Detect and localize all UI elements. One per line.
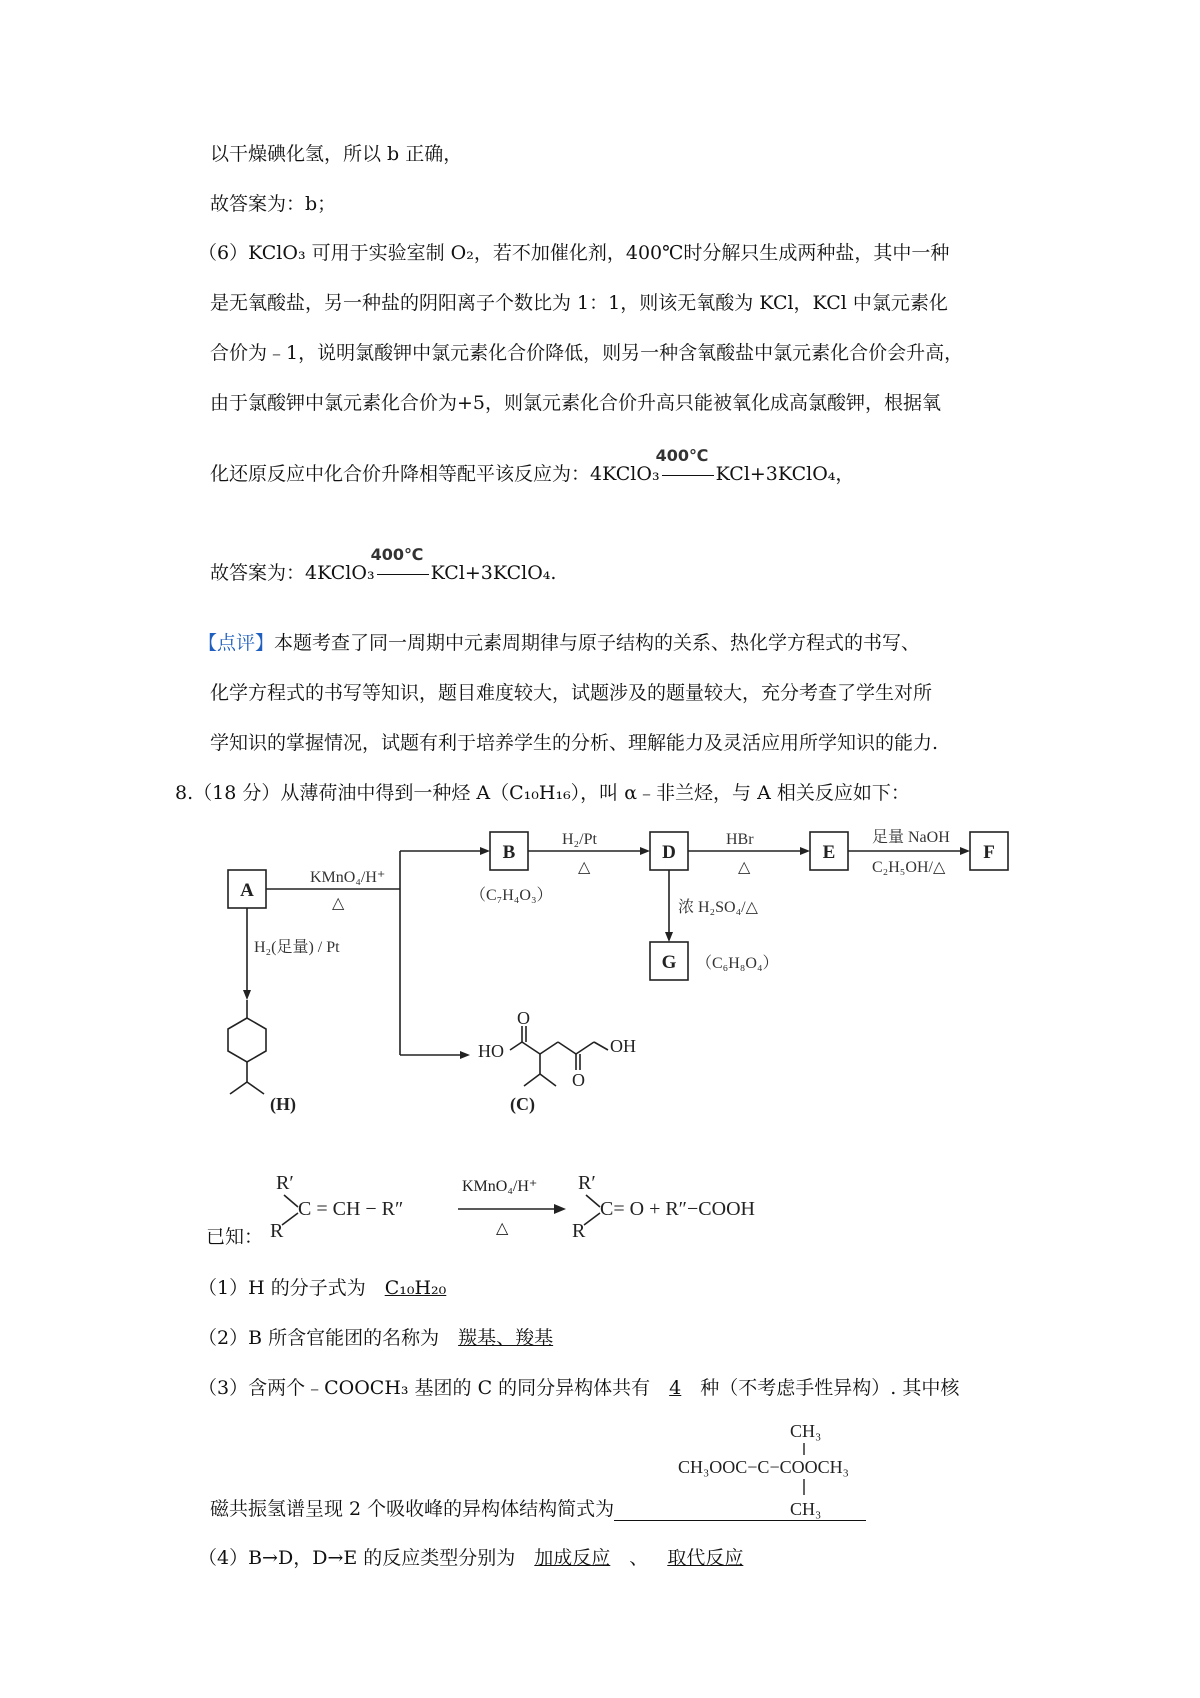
comment-line: 学知识的掌握情况，试题有利于培养学生的分析、理解能力及灵活应用所学知识的能力. (210, 732, 939, 754)
comment-text: 本题考查了同一周期中元素周期律与原子结构的关系、热化学方程式的书写、 (274, 632, 921, 654)
answer-3 (198, 1377, 959, 1400)
answer-3-value: 4 (669, 1377, 682, 1399)
answer-2 (198, 1327, 572, 1350)
answer-line (210, 544, 557, 585)
reaction-scheme (200, 820, 1050, 1150)
condition-A-heat: △ (332, 895, 345, 912)
label-H: (H) (270, 1094, 296, 1114)
answer-4 (198, 1547, 762, 1570)
reaction-condition: 400℃ (655, 445, 709, 465)
alkene-group: C = CH − R″ (298, 1198, 404, 1220)
group-HO: HO (478, 1041, 504, 1061)
answer-blank (614, 1520, 866, 1521)
answer-3-prompt2: 磁共振氢谱呈现 2 个吸收峰的异构体结构简式为 (210, 1498, 615, 1520)
label-C: (C) (510, 1094, 535, 1114)
condition-BD-heat: △ (578, 859, 591, 876)
answer-4-value-2: 取代反应 (667, 1547, 744, 1569)
substituent-R: R (572, 1220, 586, 1242)
comment-tag: 【点评】 (198, 632, 275, 654)
substituent-R1: R′ (578, 1172, 596, 1194)
product-group: C= O + R″−COOH (600, 1198, 755, 1220)
compound-B: B (502, 842, 516, 863)
answer-4-value-1: 加成反应 (534, 1547, 611, 1569)
compound-E: E (822, 842, 836, 863)
equation-lhs: 故答案为：4KClO₃ (210, 562, 375, 584)
isomer-bottom-methyl: CH₃ (790, 1499, 822, 1519)
compound-F: F (983, 842, 995, 863)
substituent-R: R (270, 1220, 284, 1242)
answer-1-value: C₁₀H₂₀ (384, 1277, 447, 1299)
condition-DG: 浓 H₂SO₄/△ (678, 899, 758, 916)
comment-line (198, 632, 920, 655)
formula-G: （C₆H₈O₄） (696, 955, 779, 972)
question-title: 8.（18 分）从薄荷油中得到一种烃 A（C₁₀H₁₆），叫 α﹣非兰烃，与 A 相关反应如下： (175, 782, 910, 804)
group-OH: OH (610, 1036, 636, 1056)
equation-lhs: 化还原反应中化合价升降相等配平该反应为：4KClO₃ (210, 463, 660, 485)
known-condition: KMnO₄/H⁺ (462, 1178, 538, 1195)
equation-line (210, 445, 855, 486)
compound-D: D (662, 842, 676, 863)
known-condition-heat: △ (496, 1220, 509, 1237)
equation-rhs: KCl+3KClO₄. (430, 562, 557, 584)
reaction-arrow (370, 544, 429, 575)
condition-EF: 足量 NaOH (872, 829, 950, 846)
text-line: 故答案为：b； (210, 193, 337, 215)
text-line: 是无氧酸盐，另一种盐的阴阳离子个数比为 1：1，则该无氧酸为 KCl，KCl 中氯元素化 (210, 292, 948, 314)
isomer-main-chain: CH₃OOC−C−COOCH₃ (678, 1457, 849, 1477)
text-line: （6）KClO₃ 可用于实验室制 O₂，若不加催化剂，400℃时分解只生成两种盐，其中一种 (198, 242, 950, 264)
compound-A: A (240, 880, 254, 901)
comment-line: 化学方程式的书写等知识，题目难度较大，试题涉及的题量较大，充分考查了学生对所 (210, 682, 933, 704)
answer-4-separator: 、 (629, 1547, 649, 1569)
reaction-condition: 400℃ (370, 544, 424, 564)
condition-EF-2: C₂H₅OH/△ (872, 859, 946, 876)
answer-4-prompt: （4）B→D，D→E 的反应类型分别为 (198, 1547, 516, 1569)
text-line: 由于氯酸钾中氯元素化合价为+5，则氯元素化合价升高只能被氧化成高氯酸钾，根据氧 (210, 392, 942, 414)
substituent-R1: R′ (276, 1172, 294, 1194)
known-label: 已知： (206, 1226, 264, 1248)
text-line: 合价为﹣1，说明氯酸钾中氯元素化合价降低，则另一种含氧酸盐中氯元素化合价会升高， (210, 342, 964, 364)
reaction-arrow (655, 445, 714, 476)
condition-DE: HBr (726, 831, 754, 848)
answer-2-prompt: （2）B 所含官能团的名称为 (198, 1327, 440, 1349)
answer-3-suffix: 种（不考虑手性异构）. 其中核 (700, 1377, 960, 1399)
answer-3-prompt: （3）含两个﹣COOCH₃ 基团的 C 的同分异构体共有 (198, 1377, 651, 1399)
equation-rhs: KCl+3KClO₄， (715, 463, 855, 485)
condition-AH: H₂(足量) / Pt (254, 939, 340, 956)
formula-B: （C₇H₄O₃） (470, 887, 553, 904)
answer-1-prompt: （1）H 的分子式为 (198, 1277, 366, 1299)
condition-A: KMnO₄/H⁺ (310, 869, 386, 886)
answer-1 (198, 1277, 465, 1300)
text-line: 以干燥碘化氢，所以 b 正确， (210, 143, 463, 165)
group-O: O (572, 1070, 585, 1090)
isomer-top-methyl: CH₃ (790, 1421, 822, 1441)
answer-3-line2 (210, 1498, 866, 1521)
group-O: O (517, 1008, 530, 1028)
known-reaction (260, 1165, 860, 1255)
compound-G: G (661, 952, 677, 973)
condition-DE-heat: △ (738, 859, 751, 876)
answer-2-value: 羰基、羧基 (458, 1327, 554, 1349)
condition-BD: H₂/Pt (562, 831, 597, 848)
